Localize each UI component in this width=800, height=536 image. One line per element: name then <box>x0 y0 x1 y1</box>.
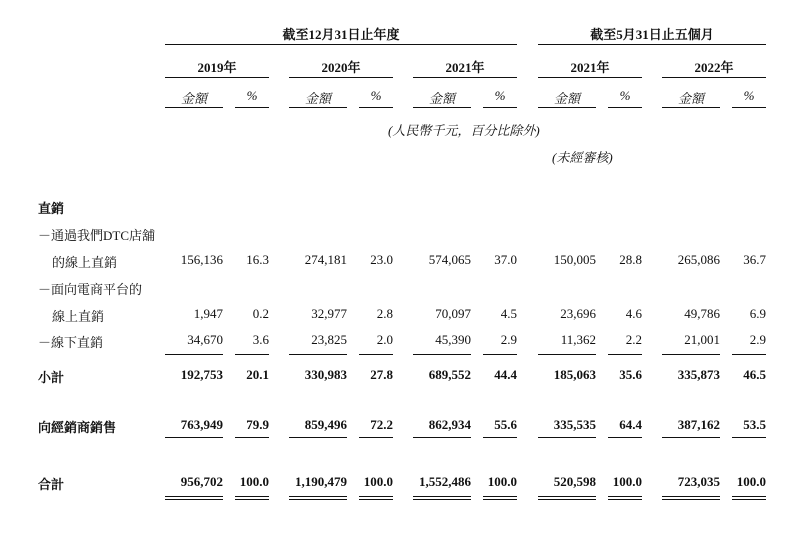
subtotal-rule <box>165 354 223 355</box>
cell-amount: 185,063 <box>553 367 596 382</box>
row-label-dtc-cont: 的線上直銷 <box>52 255 118 270</box>
cell-amount: 335,873 <box>677 367 720 382</box>
cell-amount: 763,949 <box>180 417 223 432</box>
cell-pct: 64.4 <box>619 417 642 432</box>
cell-pct: 100.0 <box>612 474 642 489</box>
cell-amount: 387,162 <box>677 417 720 432</box>
cell-pct: 2.9 <box>749 332 766 347</box>
row-label-subtotal: 小計 <box>38 370 65 385</box>
year-divider <box>289 77 393 78</box>
sub-header-pct: % <box>494 88 506 103</box>
cell-amount: 956,702 <box>180 474 223 489</box>
sub-header-amount: 金額 <box>180 91 207 106</box>
cell-pct: 44.4 <box>494 367 517 382</box>
cell-amount: 34,670 <box>187 332 223 347</box>
cell-amount: 574,065 <box>428 252 471 267</box>
total-double-rule <box>608 496 642 500</box>
cell-amount: 70,097 <box>435 306 471 321</box>
subtotal-rule <box>732 354 766 355</box>
cell-pct: 2.9 <box>500 332 517 347</box>
sub-header-amount: 金額 <box>304 91 331 106</box>
year-divider <box>413 77 517 78</box>
cell-amount: 150,005 <box>553 252 596 267</box>
cell-amount: 1,552,486 <box>419 474 471 489</box>
sub-header-pct: % <box>246 88 258 103</box>
year-header-2021-five-months: 2021年 <box>570 60 610 75</box>
subtotal-rule <box>359 354 393 355</box>
cell-pct: 35.6 <box>619 367 642 382</box>
year-header-2019: 2019年 <box>197 60 237 75</box>
cell-amount: 49,786 <box>684 306 720 321</box>
section-direct-sales: 直銷 <box>38 201 65 216</box>
cell-pct: 46.5 <box>743 367 766 382</box>
distributor-rule <box>662 437 720 438</box>
cell-pct: 79.9 <box>246 417 269 432</box>
subtotal-rule <box>608 354 642 355</box>
distributor-rule <box>608 437 642 438</box>
cell-pct: 36.7 <box>743 252 766 267</box>
cell-pct: 53.5 <box>743 417 766 432</box>
distributor-rule <box>359 437 393 438</box>
cell-amount: 265,086 <box>677 252 720 267</box>
sub-header-pct: % <box>743 88 755 103</box>
subtotal-rule <box>538 354 596 355</box>
cell-pct: 100.0 <box>239 474 269 489</box>
cell-pct: 2.2 <box>625 332 642 347</box>
cell-pct: 23.0 <box>370 252 393 267</box>
total-double-rule <box>235 496 269 500</box>
cell-pct: 0.2 <box>252 306 269 321</box>
header-divider <box>165 44 517 45</box>
cell-pct: 100.0 <box>363 474 393 489</box>
distributor-rule <box>413 437 471 438</box>
cell-pct: 72.2 <box>370 417 393 432</box>
total-double-rule <box>413 496 471 500</box>
year-header-2022-five-months: 2022年 <box>694 60 734 75</box>
cell-pct: 28.8 <box>619 252 642 267</box>
cell-amount: 859,496 <box>304 417 347 432</box>
cell-pct: 100.0 <box>487 474 517 489</box>
distributor-rule <box>483 437 517 438</box>
row-label-dtc: －通過我們DTC店舖 <box>38 228 156 243</box>
cell-amount: 520,598 <box>553 474 596 489</box>
cell-pct: 55.6 <box>494 417 517 432</box>
cell-pct: 3.6 <box>252 332 269 347</box>
sub-divider <box>538 107 596 108</box>
distributor-rule <box>165 437 223 438</box>
subtotal-rule <box>483 354 517 355</box>
distributor-rule <box>235 437 269 438</box>
cell-pct: 16.3 <box>246 252 269 267</box>
cell-pct: 20.1 <box>246 367 269 382</box>
total-double-rule <box>359 496 393 500</box>
cell-pct: 4.6 <box>625 306 642 321</box>
distributor-rule <box>538 437 596 438</box>
sub-divider <box>662 107 720 108</box>
header-year-ended-dec31: 截至12月31日止年度 <box>282 27 400 42</box>
subtotal-rule <box>289 354 347 355</box>
total-double-rule <box>483 496 517 500</box>
cell-amount: 192,753 <box>180 367 223 382</box>
cell-amount: 11,362 <box>560 332 596 347</box>
cell-pct: 2.0 <box>376 332 393 347</box>
sub-divider <box>359 107 393 108</box>
cell-amount: 274,181 <box>304 252 347 267</box>
total-double-rule <box>662 496 720 500</box>
cell-pct: 4.5 <box>500 306 517 321</box>
cell-pct: 2.8 <box>376 306 393 321</box>
header-divider <box>538 44 766 45</box>
subtotal-rule <box>662 354 720 355</box>
cell-amount: 689,552 <box>428 367 471 382</box>
sub-divider <box>483 107 517 108</box>
cell-pct: 6.9 <box>749 306 766 321</box>
total-double-rule <box>538 496 596 500</box>
cell-amount: 23,825 <box>311 332 347 347</box>
row-label-offline: －線下直銷 <box>38 335 104 350</box>
sub-header-amount: 金額 <box>428 91 455 106</box>
subtotal-rule <box>413 354 471 355</box>
sub-divider <box>165 107 223 108</box>
cell-amount: 335,535 <box>553 417 596 432</box>
year-header-2021: 2021年 <box>445 60 485 75</box>
sub-header-pct: % <box>619 88 631 103</box>
cell-amount: 1,190,479 <box>295 474 347 489</box>
cell-amount: 23,696 <box>560 306 596 321</box>
year-divider <box>538 77 642 78</box>
header-five-months-may31: 截至5月31日止五個月 <box>590 27 714 42</box>
sub-header-pct: % <box>370 88 382 103</box>
year-divider <box>662 77 766 78</box>
unaudited-note: (未經審核) <box>552 150 613 165</box>
total-double-rule <box>165 496 223 500</box>
total-double-rule <box>732 496 766 500</box>
cell-amount: 330,983 <box>304 367 347 382</box>
total-double-rule <box>289 496 347 500</box>
sub-divider <box>413 107 471 108</box>
distributor-rule <box>732 437 766 438</box>
currency-note: (人民幣千元，百分比除外) <box>388 123 540 138</box>
cell-amount: 45,390 <box>435 332 471 347</box>
cell-pct: 100.0 <box>736 474 766 489</box>
cell-pct: 37.0 <box>494 252 517 267</box>
year-divider <box>165 77 269 78</box>
sub-header-amount: 金額 <box>677 91 704 106</box>
row-label-ecommerce-cont: 線上直銷 <box>52 309 105 324</box>
row-label-total: 合計 <box>38 477 65 492</box>
sub-divider <box>732 107 766 108</box>
sub-header-amount: 金額 <box>553 91 580 106</box>
sub-divider <box>289 107 347 108</box>
distributor-rule <box>289 437 347 438</box>
cell-amount: 32,977 <box>311 306 347 321</box>
subtotal-rule <box>235 354 269 355</box>
row-label-ecommerce: －面向電商平台的 <box>38 282 143 297</box>
cell-amount: 862,934 <box>428 417 471 432</box>
cell-amount: 723,035 <box>677 474 720 489</box>
cell-amount: 156,136 <box>180 252 223 267</box>
year-header-2020: 2020年 <box>321 60 361 75</box>
sub-divider <box>235 107 269 108</box>
cell-amount: 1,947 <box>193 306 223 321</box>
row-label-distributor: 向經銷商銷售 <box>38 420 117 435</box>
sub-divider <box>608 107 642 108</box>
cell-pct: 27.8 <box>370 367 393 382</box>
cell-amount: 21,001 <box>684 332 720 347</box>
